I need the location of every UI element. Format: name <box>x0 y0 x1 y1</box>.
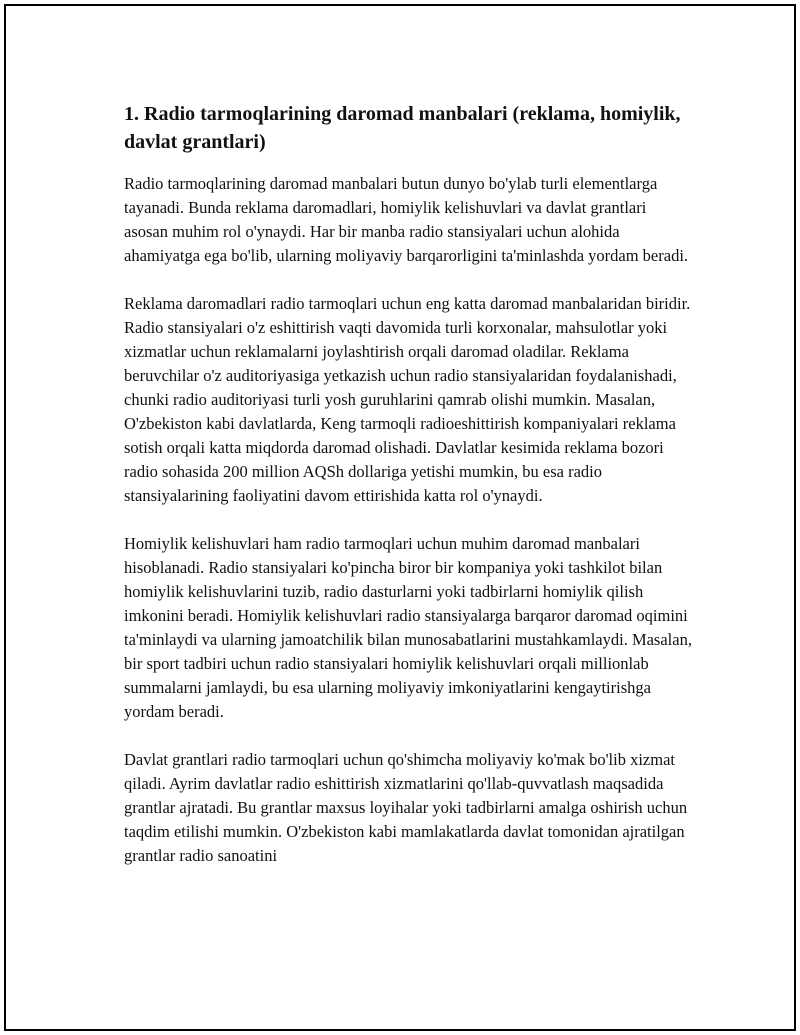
document-title: 1. Radio tarmoqlarining daromad manbalari (reklama, homiylik, davlat grantlari) <box>124 103 681 153</box>
paragraph-intro: Radio tarmoqlarining daromad manbalari butun dunyo bo'ylab turli elementlarga tayanadi. Bunda reklama daromadlari, homiylik kelishuvlari va davlat grantlari asosan muhim rol o'ynaydi. Har bir manba radio stansiyalari uchun alohida ahamiyatga ega bo'lib, ularning moliyaviy barqarorligini ta'minlashda yordam beradi. <box>124 174 689 265</box>
paragraph-grants: Davlat grantlari radio tarmoqlari uchun qo'shimcha moliyaviy ko'mak bo'lib xizmat qiladi. Ayrim davlatlar radio eshittirish xizmatlarini qo'llab-quvvatlash maqsadida grantlar ajratadi. Bu grantlar maxsus loyihalar yoki tadbirlarni amalga oshirish uchun taqdim etilishi mumkin. O'zbekiston kabi mamlakatlarda davlat tomonidan ajratilgan grantlar radio sanoatini <box>124 750 688 865</box>
page-frame <box>4 4 796 1031</box>
document-body <box>124 100 694 892</box>
paragraph-sponsorship: Homiylik kelishuvlari ham radio tarmoqlari uchun muhim daromad manbalari hisoblanadi. Radio stansiyalari ko'pincha biror bir kompaniya yoki tashkilot bilan homiylik kelishuvlarini tuzib, radio dasturlarni yoki tadbirlarni homiylik qilish imkonini beradi. Homiylik kelishuvlari radio stansiyalarga barqaror daromad oqimini ta'minlaydi va ularning jamoatchilik bilan munosabatlarini mustahkamlaydi. Masalan, bir sport tadbiri uchun radio stansiyalari homiylik kelishuvlari orqali millionlab summalarni jamlaydi, bu esa ularning moliyaviy imkoniyatlarini kengaytirishga yordam beradi. <box>124 534 692 721</box>
paragraph-advertising: Reklama daromadlari radio tarmoqlari uchun eng katta daromad manbalaridan biridir. Radio stansiyalari o'z eshittirish vaqti davomida turli korxonalar, mahsulotlar yoki xizmatlar uchun reklamalarni joylashtirish orqali daromad oladilar. Reklama beruvchilar o'z auditoriyasiga yetkazish uchun radio stansiyalaridan foydalanishadi, chunki radio auditoriyasi turli yosh guruhlarini qamrab olishi mumkin. Masalan, O'zbekiston kabi davlatlarda, Keng tarmoqli radioeshittirish kompaniyalari reklama sotish orqali katta miqdorda daromad olishadi. Davlatlar kesimida reklama bozori radio sohasida 200 million AQSh dollariga yetishi mumkin, bu esa radio stansiyalarining faoliyatini davom ettirishida katta rol o'ynaydi. <box>124 294 691 505</box>
